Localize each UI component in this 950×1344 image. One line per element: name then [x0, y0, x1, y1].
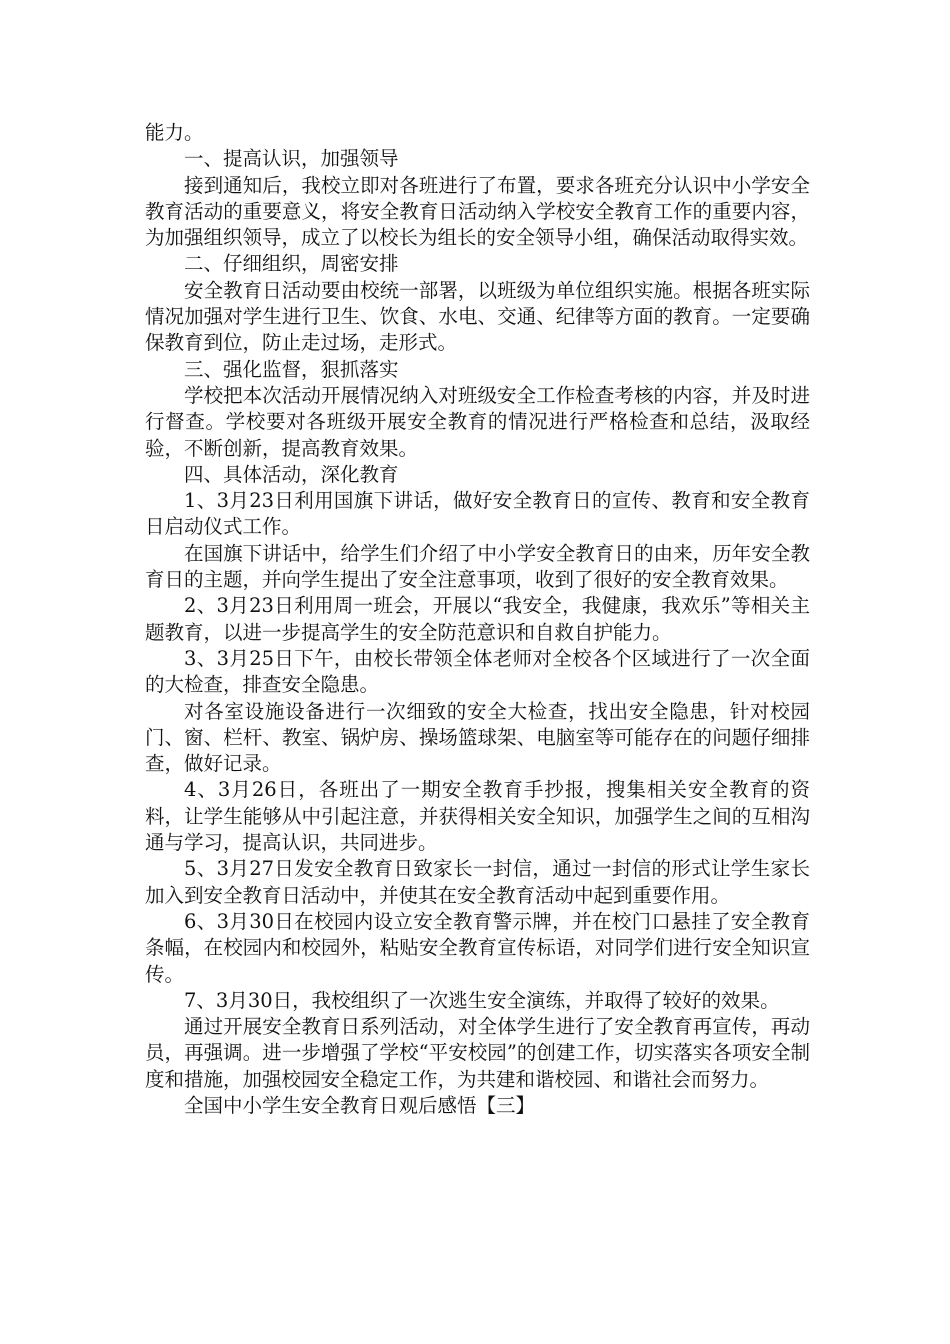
document-body [145, 120, 810, 1119]
paragraph: 对各室设施设备进行一次细致的安全大检查，找出安全隐患，针对校园门、窗、栏杆、教室、锅炉房、操场篮球架、电脑室等可能存在的问题仔细排查，做好记录。 [145, 699, 810, 776]
paragraph: 通过开展安全教育日系列活动，对全体学生进行了安全教育再宣传，再动员，再强调。进一步增强了学校“平安校园”的创建工作，切实落实各项安全制度和措施，加强校园安全稳定工作，为共建和谐校园、和谐社会而努力。 [145, 1015, 810, 1091]
list-item: 5、3月27日发安全教育日致家长一封信，通过一封信的形式让学生家长加入到安全教育日活动中，并使其在安全教育活动中起到重要作用。 [145, 857, 810, 907]
list-item: 6、3月30日在校园内设立安全教育警示牌，并在校门口悬挂了安全教育条幅，在校园内和校园外，粘贴安全教育宣传标语，对同学们进行安全知识宣传。 [145, 909, 810, 986]
section-title: 全国中小学生安全教育日观后感悟【三】 [184, 1093, 536, 1117]
section-heading-1: 一、提高认识，加强领导 [184, 147, 399, 171]
paragraph-continuation: 能力。 [145, 121, 204, 144]
paragraph: 安全教育日活动要由校统一部署，以班级为单位组织实施。根据各班实际情况加强对学生进行卫生、饮食、水电、交通、纪律等方面的教育。一定要确保教育到位，防止走过场，走形式。 [145, 278, 810, 355]
paragraph: 在国旗下讲话中，给学生们介绍了中小学安全教育日的由来，历年安全教育日的主题，并向学生提出了安全注意事项，收到了很好的安全教育效果。 [145, 541, 810, 592]
list-item: 3、3月25日下午，由校长带领全体老师对全校各个区域进行了一次全面的大检查，排查安全隐患。 [145, 646, 810, 697]
section-heading-2: 二、仔细组织，周密安排 [184, 252, 399, 276]
section-heading-3: 三、强化监督，狠抓落实 [184, 357, 399, 381]
list-item: 4、3月26日，各班出了一期安全教育手抄报，搜集相关安全教育的资料，让学生能够从中引起注意，并获得相关安全知识，加强学生之间的互相沟通与学习，提高认识，共同进步。 [145, 778, 810, 855]
paragraph: 接到通知后，我校立即对各班进行了布置，要求各班充分认识中小学安全教育活动的重要意义，将安全教育日活动纳入学校安全教育工作的重要内容，为加强组织领导，成立了以校长为组长的安全领导小组，确保活动取得实效。 [145, 173, 810, 250]
list-item: 1、3月23日利用国旗下讲话，做好安全教育日的宣传、教育和安全教育日启动仪式工作。 [145, 489, 810, 539]
section-heading-4: 四、具体活动，深化教育 [184, 462, 399, 486]
paragraph: 学校把本次活动开展情况纳入对班级安全工作检查考核的内容，并及时进行督查。学校要对各班级开展安全教育的情况进行严格检查和总结，汲取经验，不断创新，提高教育效果。 [145, 383, 810, 460]
list-item: 7、3月30日，我校组织了一次逃生安全演练，并取得了较好的效果。 [184, 988, 780, 1012]
list-item: 2、3月23日利用周一班会，开展以“我安全，我健康，我欢乐”等相关主题教育，以进一步提高学生的安全防范意识和自救自护能力。 [145, 594, 810, 644]
